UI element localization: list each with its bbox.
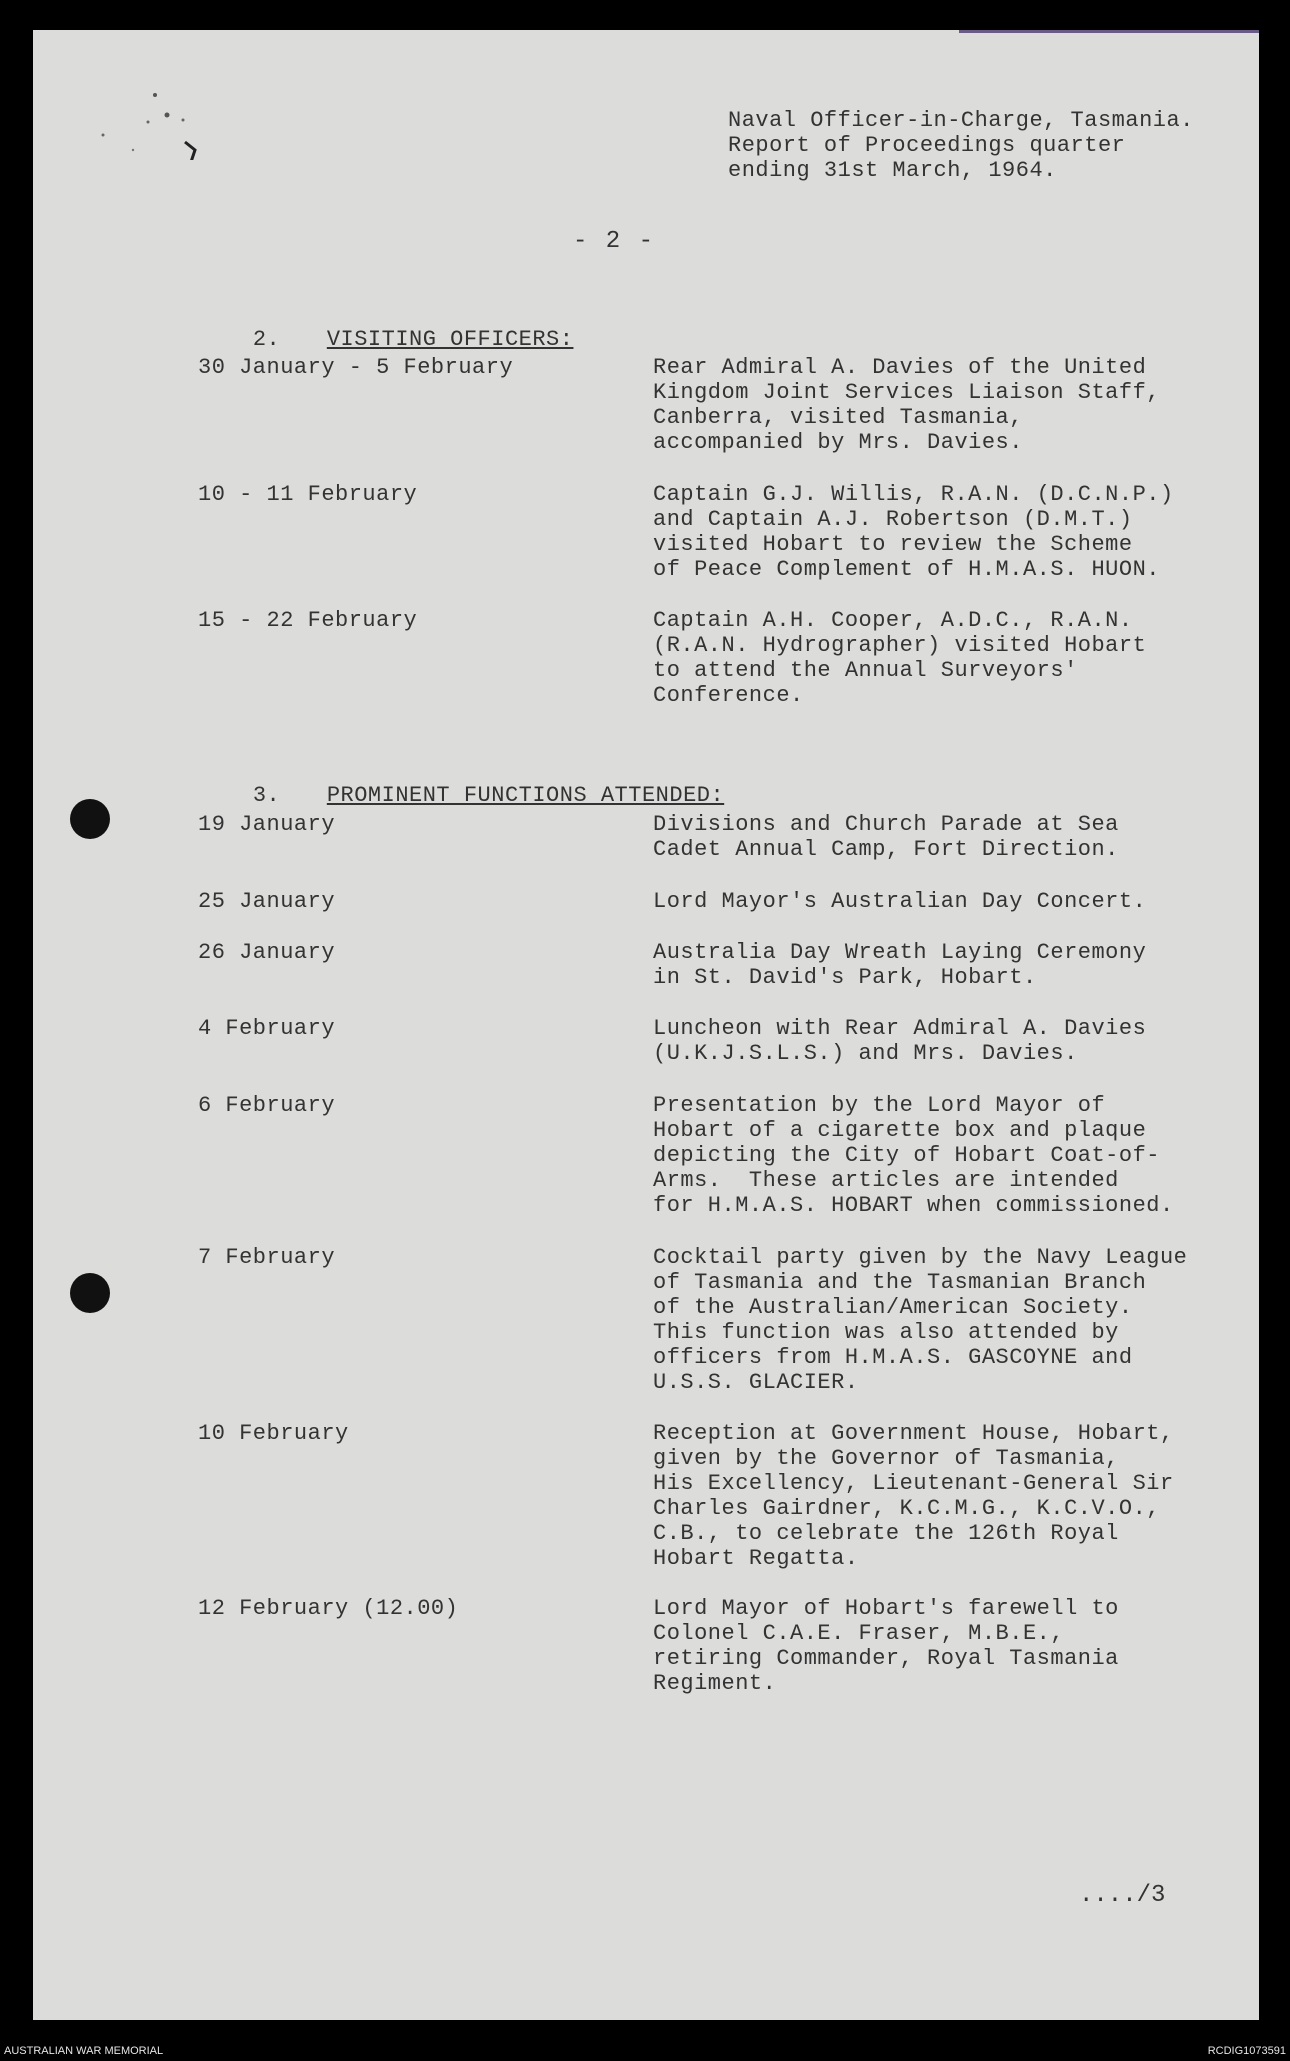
entry-date: 7 February [198,1245,336,1270]
entry-description [653,1421,1253,1571]
entry-date: 30 January - 5 February [198,355,514,380]
description-line: of Tasmania and the Tasmanian Branch [653,1270,1147,1295]
description-line: Cocktail party given by the Navy League [653,1245,1188,1270]
description-line: Lord Mayor of Hobart's farewell to [653,1596,1119,1621]
description-line: Charles Gairdner, K.C.M.G., K.C.V.O., [653,1496,1160,1521]
entry-description [653,1596,1253,1696]
description-line: Regiment. [653,1671,777,1696]
description-line: of the Australian/American Society. [653,1295,1133,1320]
entry-description [653,355,1253,455]
description-line: (R.A.N. Hydrographer) visited Hobart [653,633,1147,658]
entry-description [653,940,1253,990]
section-title: PROMINENT FUNCTIONS ATTENDED: [326,783,725,808]
document-page [33,30,1259,2020]
description-line: Kingdom Joint Services Liaison Staff, [653,380,1160,405]
description-line: Lord Mayor's Australian Day Concert. [653,889,1147,914]
entry-date: 12 February (12.00) [198,1596,459,1621]
section-title: VISITING OFFICERS: [326,327,574,352]
entry-description [653,482,1253,582]
description-line: in St. David's Park, Hobart. [653,965,1037,990]
description-line: and Captain A.J. Robertson (D.M.T.) [653,507,1133,532]
description-line: accompanied by Mrs. Davies. [653,430,1023,455]
description-line: Australia Day Wreath Laying Ceremony [653,940,1147,965]
entry-date: 4 February [198,1016,336,1041]
description-line: U.S.S. GLACIER. [653,1370,859,1395]
paper-specks-marks [93,80,213,160]
description-line: Cadet Annual Camp, Fort Direction. [653,837,1119,862]
entry-description [653,608,1253,708]
punch-hole [70,799,110,839]
document-header [728,108,1248,183]
description-line: of Peace Complement of H.M.A.S. HUON. [653,557,1160,582]
section-number: 2. [252,327,281,352]
header-line: Naval Officer-in-Charge, Tasmania. [728,108,1194,133]
description-line: Rear Admiral A. Davies of the United [653,355,1147,380]
entry-date: 10 - 11 February [198,482,418,507]
description-line: Hobart of a cigarette box and plaque [653,1118,1147,1143]
section-number: 3. [252,783,281,808]
page-number: - 2 - [573,228,656,255]
description-line: His Excellency, Lieutenant-General Sir [653,1471,1174,1496]
description-line: officers from H.M.A.S. GASCOYNE and [653,1345,1133,1370]
entry-date: 6 February [198,1093,336,1118]
corner-ink-mark [959,30,1259,33]
description-line: Arms. These articles are intended [653,1168,1119,1193]
description-line: This function was also attended by [653,1320,1119,1345]
description-line: Captain A.H. Cooper, A.D.C., R.A.N. [653,608,1133,633]
description-line: depicting the City of Hobart Coat-of- [653,1143,1160,1168]
header-line: ending 31st March, 1964. [728,158,1057,183]
description-line: Canberra, visited Tasmania, [653,405,1023,430]
description-line: for H.M.A.S. HOBART when commissioned. [653,1193,1174,1218]
description-line: visited Hobart to review the Scheme [653,532,1133,557]
description-line: Colonel C.A.E. Fraser, M.B.E., [653,1621,1065,1646]
archive-reference-id: RCDIG1073591 [1207,2045,1286,2057]
description-line: C.B., to celebrate the 126th Royal [653,1521,1119,1546]
entry-date: 26 January [198,940,336,965]
description-line: Luncheon with Rear Admiral A. Davies [653,1016,1147,1041]
entry-description [653,1245,1253,1395]
description-line: Divisions and Church Parade at Sea [653,812,1119,837]
description-line: to attend the Annual Surveyors' [653,658,1078,683]
archive-credit: AUSTRALIAN WAR MEMORIAL [4,2045,164,2057]
entry-description [653,1016,1253,1066]
entry-date: 10 February [198,1421,349,1446]
description-line: given by the Governor of Tasmania, [653,1446,1119,1471]
punch-hole [70,1273,110,1313]
description-line: (U.K.J.S.L.S.) and Mrs. Davies. [653,1041,1078,1066]
entry-description [653,1093,1253,1218]
entry-description [653,889,1253,914]
entry-date: 15 - 22 February [198,608,418,633]
description-line: Presentation by the Lord Mayor of [653,1093,1106,1118]
entry-description [653,812,1253,862]
entry-date: 25 January [198,889,336,914]
description-line: Conference. [653,683,804,708]
description-line: Reception at Government House, Hobart, [653,1421,1174,1446]
description-line: retiring Commander, Royal Tasmania [653,1646,1119,1671]
description-line: Hobart Regatta. [653,1546,859,1571]
description-line: Captain G.J. Willis, R.A.N. (D.C.N.P.) [653,482,1174,507]
continuation-marker: ..../3 [1079,1882,1166,1909]
entry-date: 19 January [198,812,336,837]
header-line: Report of Proceedings quarter [728,133,1126,158]
